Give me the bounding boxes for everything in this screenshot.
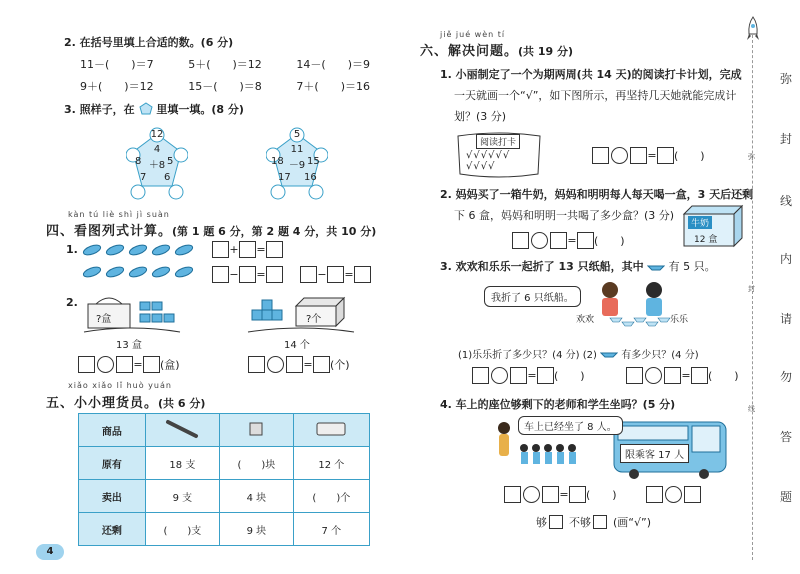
answer-box[interactable] xyxy=(684,486,701,503)
answer-box[interactable] xyxy=(239,241,256,258)
answer-box[interactable] xyxy=(512,232,529,249)
card-checks: √√√√√√ xyxy=(466,150,511,161)
fish-group xyxy=(80,240,200,287)
unit-paren: ( ) xyxy=(708,369,739,383)
answer-box[interactable] xyxy=(116,356,133,373)
sec6-heading xyxy=(420,40,573,59)
reading-card xyxy=(454,130,544,180)
sec4-q2-eq-b: = (个) xyxy=(248,356,350,373)
pent-bottom-right: 6 xyxy=(164,172,171,183)
r-q4-eq: = ( ) xyxy=(504,486,617,503)
r-q3-sub1: (1)乐乐折了多少只？(4 分) xyxy=(458,350,580,361)
r-q1-eq: = ( ) xyxy=(592,147,705,164)
page-number: 4 xyxy=(36,544,64,560)
row-label: 卖出 xyxy=(79,480,146,513)
table-row xyxy=(79,480,370,513)
row-label: 原有 xyxy=(79,447,146,480)
table-cell: 18 支 xyxy=(145,447,219,480)
answer-circle[interactable] xyxy=(523,486,540,503)
unit-paren: ( ) xyxy=(594,234,625,248)
milk-count: 12 盒 xyxy=(694,235,718,245)
box-total: 13 盒 xyxy=(116,340,142,351)
q3-title-a: 3. 照样子，在 xyxy=(64,103,135,116)
sec6-title: 六、解决问题。 xyxy=(420,44,519,59)
pentagon-example xyxy=(126,124,188,204)
q2-eq: 14－( )＝9 xyxy=(296,58,370,71)
name-huanhuan: 欢欢 xyxy=(576,315,595,325)
sec4-q2-label: 2. xyxy=(66,296,78,309)
table-cell: 9 支 xyxy=(145,480,219,513)
cube-total: 14 个 xyxy=(284,340,310,351)
answer-box[interactable] xyxy=(78,356,95,373)
sec4-q1-eq-b: − = xyxy=(212,266,283,283)
r-q3-text xyxy=(440,258,716,274)
pencil-icon xyxy=(145,414,219,447)
answer-box[interactable] xyxy=(537,367,554,384)
answer-box[interactable] xyxy=(300,266,317,283)
margin-char: 请 xyxy=(779,312,792,326)
sec5-title: 五、小小理货员。 xyxy=(46,396,159,411)
pent-center: －9 xyxy=(288,160,306,171)
margin-char: 弥 xyxy=(779,72,792,86)
answer-box[interactable] xyxy=(510,367,527,384)
answer-box[interactable] xyxy=(143,356,160,373)
answer-box[interactable] xyxy=(550,232,567,249)
sec4-score: (第 1 题 6 分，第 2 题 4 分，共 10 分) xyxy=(172,225,377,238)
bus-sign: 限乘客 17 人 xyxy=(620,444,689,463)
table-cell: 7 个 xyxy=(293,513,369,546)
q2-title: 2. 在括号里填上合适的数。(6 分) xyxy=(64,36,234,49)
bus-illustration xyxy=(494,414,730,480)
answer-circle[interactable] xyxy=(491,367,508,384)
small-pentagon-icon xyxy=(139,102,153,118)
r-q3-subquestions xyxy=(458,346,699,361)
r-q3-eq-a: = ( ) xyxy=(472,367,585,384)
r-q1-line: 划？(3 分) xyxy=(454,110,507,123)
name-lele: 乐乐 xyxy=(670,315,689,325)
answer-box[interactable] xyxy=(626,367,643,384)
answer-circle[interactable] xyxy=(97,356,114,373)
enough-checkbox[interactable] xyxy=(549,515,563,529)
unit-paren: ( ) xyxy=(674,149,705,163)
pent-top: 5 xyxy=(293,129,301,140)
answer-box[interactable] xyxy=(657,147,674,164)
answer-box[interactable] xyxy=(664,367,681,384)
q3-title-b: 里填一填。(8 分) xyxy=(156,103,244,116)
margin-char: 内 xyxy=(779,252,792,266)
sec6-score: (共 19 分) xyxy=(518,45,574,58)
r-q4-compare xyxy=(646,486,701,503)
table-cell: 9 块 xyxy=(220,513,294,546)
pent-bottom-left: 7 xyxy=(140,172,147,183)
box-illustration xyxy=(82,294,182,336)
r-q1-line: 1. 小丽制定了一个为期两周(共 14 天)的阅读打卡计划，完成 xyxy=(440,68,742,81)
answer-box[interactable] xyxy=(313,356,330,373)
cube-unknown-label: ?个 xyxy=(306,314,322,325)
table-row xyxy=(79,513,370,546)
card-title: 阅读打卡 xyxy=(476,134,520,149)
sec5-pinyin: xiǎo xiǎo lǐ huò yuán xyxy=(68,381,172,390)
enough-label: 够 xyxy=(536,516,547,529)
r-q3-sub2: (2) xyxy=(582,350,597,361)
r-q3-eq-b: = ( ) xyxy=(626,367,739,384)
answer-box[interactable] xyxy=(212,241,229,258)
sec4-q1-eq-c: − = xyxy=(300,266,371,283)
margin-char: 勿 xyxy=(779,370,792,384)
unit-box: (盒) xyxy=(160,358,180,372)
answer-box[interactable] xyxy=(239,266,256,283)
unit-paren: ( ) xyxy=(586,488,617,502)
answer-circle[interactable] xyxy=(665,486,682,503)
seal-small-b: 封 xyxy=(748,285,755,293)
table-cell[interactable]: ( )个 xyxy=(293,480,369,513)
answer-box[interactable] xyxy=(592,147,609,164)
margin-char: 封 xyxy=(779,132,792,146)
seal-small-c: 线 xyxy=(748,405,755,413)
r-q1-line: 一天就画一个“√”，如下图所示，再坚持几天她就能完成计 xyxy=(454,89,737,102)
pent-left: 8 xyxy=(135,156,142,167)
fish-icon xyxy=(80,240,200,284)
margin-char: 线 xyxy=(779,194,792,208)
sec6-pinyin: jiě jué wèn tí xyxy=(440,30,506,39)
pent-center: ＋8 xyxy=(148,160,166,171)
answer-circle[interactable] xyxy=(611,147,628,164)
seal-line xyxy=(752,30,753,560)
pent-top: 12 xyxy=(150,129,164,140)
answer-box[interactable] xyxy=(569,486,586,503)
cube-icon xyxy=(246,294,356,334)
answer-box[interactable] xyxy=(630,147,647,164)
not-enough-checkbox[interactable] xyxy=(593,515,607,529)
goods-table xyxy=(78,413,370,546)
sec4-q2-eq-a: = (盒) xyxy=(78,356,180,373)
q2-equations xyxy=(80,56,370,100)
pent-bottom-left: 17 xyxy=(278,172,291,183)
paper-boat-icon xyxy=(647,261,665,274)
pent-left: 18 xyxy=(271,156,284,167)
seal-small-a: 弥 xyxy=(748,153,755,161)
pent-upper: 11 xyxy=(290,144,304,155)
rocket-icon xyxy=(746,16,760,45)
q3-title xyxy=(64,101,244,118)
pent-right: 5 xyxy=(167,156,174,167)
q2-eq: 15－( )＝8 xyxy=(188,80,262,93)
sec4-pinyin: kàn tú liè shì jì suàn xyxy=(68,210,170,219)
answer-box[interactable] xyxy=(327,266,344,283)
table-row xyxy=(79,447,370,480)
q2-eq: 9＋( )＝12 xyxy=(80,80,154,93)
table-cell: 12 个 xyxy=(293,447,369,480)
answer-box[interactable] xyxy=(504,486,521,503)
margin-char: 题 xyxy=(779,490,792,504)
answer-circle[interactable] xyxy=(267,356,284,373)
answer-box[interactable] xyxy=(266,266,283,283)
pent-right: 15 xyxy=(307,156,320,167)
sec4-q1-label: 1. xyxy=(66,243,78,256)
answer-circle[interactable] xyxy=(531,232,548,249)
speech-bubble: 车上已经坐了 8 人。 xyxy=(518,416,623,435)
answer-box[interactable] xyxy=(248,356,265,373)
answer-box[interactable] xyxy=(691,367,708,384)
unit-ge: (个) xyxy=(330,358,350,372)
unit-paren: ( ) xyxy=(554,369,585,383)
eraser-icon xyxy=(220,414,294,447)
r-q2-eq: = ( ) xyxy=(512,232,625,249)
sec5-score: (共 6 分) xyxy=(158,397,206,410)
milk-label: 牛奶 xyxy=(688,216,712,229)
cube-illustration xyxy=(246,294,356,336)
answer-box[interactable] xyxy=(542,486,559,503)
table-cell: 4 块 xyxy=(220,480,294,513)
pentagon-task xyxy=(266,124,328,204)
paper-boat-icon xyxy=(600,350,618,361)
sec4-title: 四、看图列式计算。 xyxy=(46,224,173,239)
pent-upper: 4 xyxy=(153,144,161,155)
answer-box[interactable] xyxy=(646,486,663,503)
answer-box[interactable] xyxy=(212,266,229,283)
speech-bubble: 我折了 6 只纸船。 xyxy=(484,286,581,307)
q2-eq: 7＋( )＝16 xyxy=(296,80,370,93)
r-q4-choice xyxy=(536,514,651,530)
card-checks-2: √√√√ xyxy=(466,161,496,172)
answer-circle[interactable] xyxy=(645,367,662,384)
r-q3-line-end: 有 5 只。 xyxy=(668,260,716,273)
not-enough-label: 不够 xyxy=(569,516,591,529)
row-label: 还剩 xyxy=(79,513,146,546)
answer-box[interactable] xyxy=(354,266,371,283)
r-q3-sub2-end: 有多少只？(4 分) xyxy=(621,350,699,361)
r-q2-line: 2. 妈妈买了一箱牛奶，妈妈和明明每人每天喝一盒，3 天后还剩 xyxy=(440,188,754,201)
table-cell[interactable]: ( )支 xyxy=(145,513,219,546)
box-unknown-label: ?盒 xyxy=(96,314,112,325)
r-q4-text: 4. 车上的座位够剩下的老师和学生坐吗？(5 分) xyxy=(440,398,676,411)
pent-bottom-right: 16 xyxy=(304,172,317,183)
answer-box[interactable] xyxy=(266,241,283,258)
r-q3-line: 3. 欢欢和乐乐一起折了 13 只纸船，其中 xyxy=(440,260,644,273)
q2-eq: 11－( )＝7 xyxy=(80,58,154,71)
r-q2-line: 下 6 盒，妈妈和明明一共喝了多少盒？(3 分) xyxy=(454,209,675,222)
table-cell[interactable]: ( )块 xyxy=(220,447,294,480)
answer-box[interactable] xyxy=(286,356,303,373)
sec5-heading xyxy=(46,392,205,411)
r-q1-text xyxy=(440,64,760,127)
sec4-heading xyxy=(46,220,376,239)
milk-carton xyxy=(680,204,744,248)
pencil-case-icon xyxy=(293,414,369,447)
margin-char: 答 xyxy=(779,430,792,444)
sec4-q1-eq-a: + = xyxy=(212,241,283,258)
kids-illustration xyxy=(482,278,692,330)
answer-box[interactable] xyxy=(472,367,489,384)
table-header-goods: 商品 xyxy=(79,414,146,447)
q2-eq: 5＋( )＝12 xyxy=(188,58,262,71)
answer-box[interactable] xyxy=(577,232,594,249)
check-hint: (画“√”) xyxy=(613,516,651,529)
